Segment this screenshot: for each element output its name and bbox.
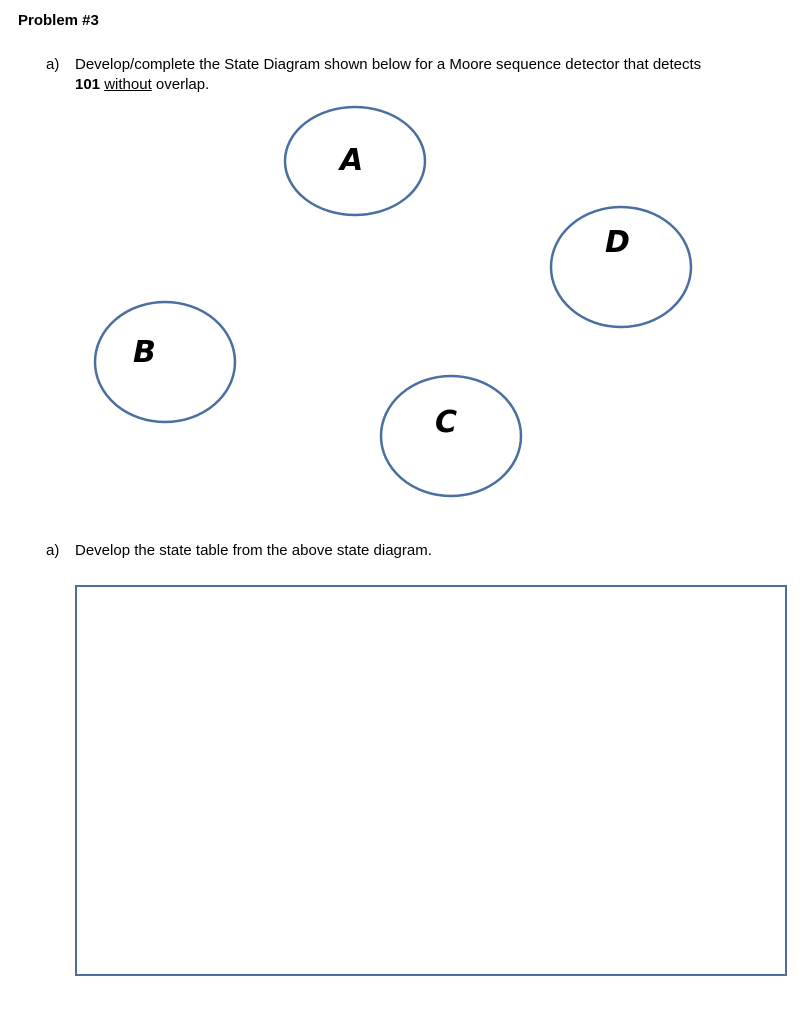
question-text-part1: Develop/complete the State Diagram shown below for a Moore sequence detector that detects [75,56,702,73]
answer-box[interactable] [75,585,787,976]
question-label: a) [46,56,60,73]
state-b [95,302,235,422]
state-c [381,376,521,496]
problem-title: Problem #3 [18,12,99,29]
state-b-circle [95,302,235,422]
question-a-state-table [46,541,432,561]
sequence-value: 101 [75,76,101,93]
qualifier-word: without [104,76,152,93]
question-text: Develop the state table from the above state diagram. [75,542,432,559]
state-a-label: A [340,143,364,178]
state-d [551,207,691,327]
state-c-label: C [435,405,458,440]
question-label: a) [46,542,60,559]
state-b-label: B [133,335,156,370]
question-text-part2: overlap. [155,76,210,93]
state-a [285,107,425,215]
state-d-label: D [605,225,630,260]
